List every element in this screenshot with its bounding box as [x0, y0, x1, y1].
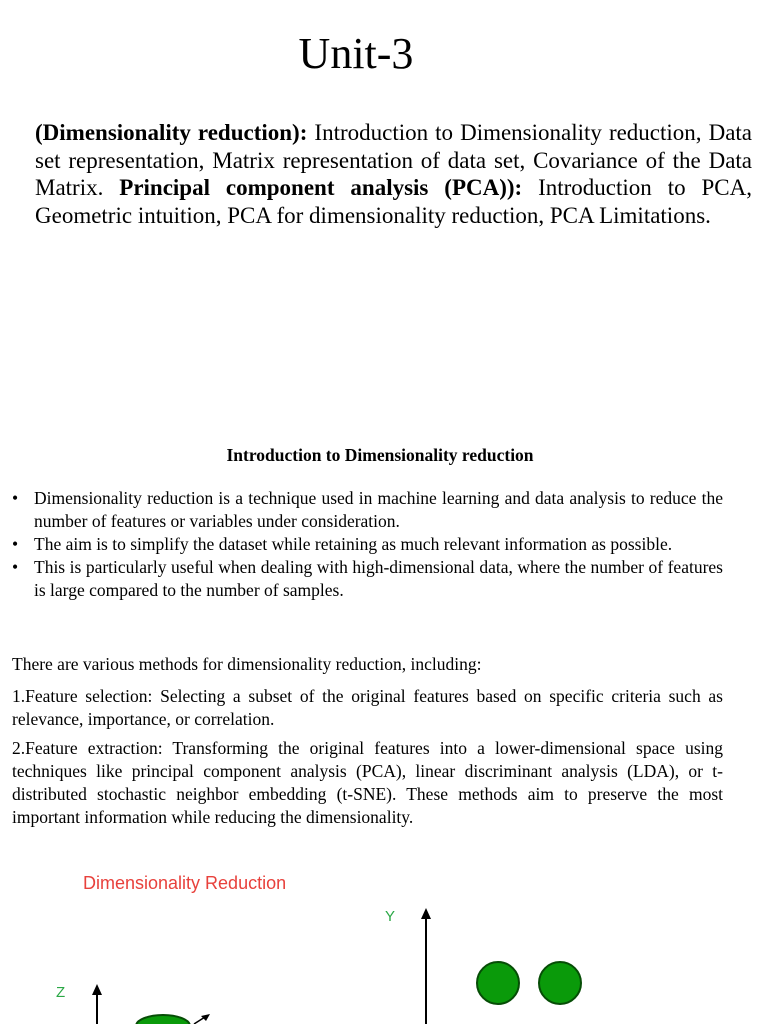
dimensionality-reduction-figure	[0, 900, 768, 1024]
y-axis-label: Y	[385, 908, 396, 925]
page-title: Unit-3	[298, 29, 414, 78]
method-feature-selection: 1.Feature selection: Selecting a subset of the original features based on specific criteria such as relevance, importance, or correlation.	[12, 686, 723, 729]
bullet-item	[12, 487, 723, 533]
diagonal-axis	[194, 1014, 210, 1024]
data-point	[136, 1015, 190, 1024]
z-axis-label: Z	[56, 984, 66, 1001]
data-point	[539, 962, 581, 1004]
syllabus-dr-text: Introduction to Dimensionality reduction, Data set representation, Matrix representation of data set, Covariance of the Data Matrix.	[35, 120, 753, 200]
bullet-text: This is particularly useful when dealing with high-dimensional data, where the number of features is large compared to the number of samples.	[34, 557, 723, 600]
data-point	[477, 962, 519, 1004]
bullet-item	[12, 556, 723, 602]
syllabus-pca-text: Introduction to PCA, Geometric intuition, PCA for dimensionality reduction, PCA Limitations.	[35, 175, 752, 228]
z-axis	[92, 984, 102, 1024]
bullet-text: Dimensionality reduction is a technique used in machine learning and data analysis to reduce the number of features or variables under consideration.	[34, 488, 723, 531]
y-axis	[421, 908, 431, 1024]
bullet-icon: •	[12, 488, 19, 508]
method-feature-extraction: 2.Feature extraction: Transforming the original features into a lower-dimensional space using techniques like principal component analysis (PCA), linear discriminant analysis (LDA), or t-distributed stochastic neighbor embedding (t-SNE). These methods aim to preserve the most important information while reducing the dimensionality.	[12, 738, 723, 827]
bullet-text: The aim is to simplify the dataset while retaining as much relevant information as possible.	[34, 534, 673, 554]
figure-title: Dimensionality Reduction	[83, 873, 287, 893]
bullet-item	[12, 533, 723, 556]
bullet-list	[12, 487, 723, 602]
syllabus-paragraph	[35, 119, 752, 229]
syllabus-pca-heading: Principal component analysis (PCA)):	[119, 175, 523, 200]
section-heading: Introduction to Dimensionality reduction	[226, 445, 534, 465]
bullet-icon: •	[12, 534, 19, 554]
syllabus-dr-heading: (Dimensionality reduction):	[35, 120, 308, 145]
methods-intro: There are various methods for dimensionality reduction, including:	[12, 654, 482, 674]
bullet-icon: •	[12, 557, 19, 577]
